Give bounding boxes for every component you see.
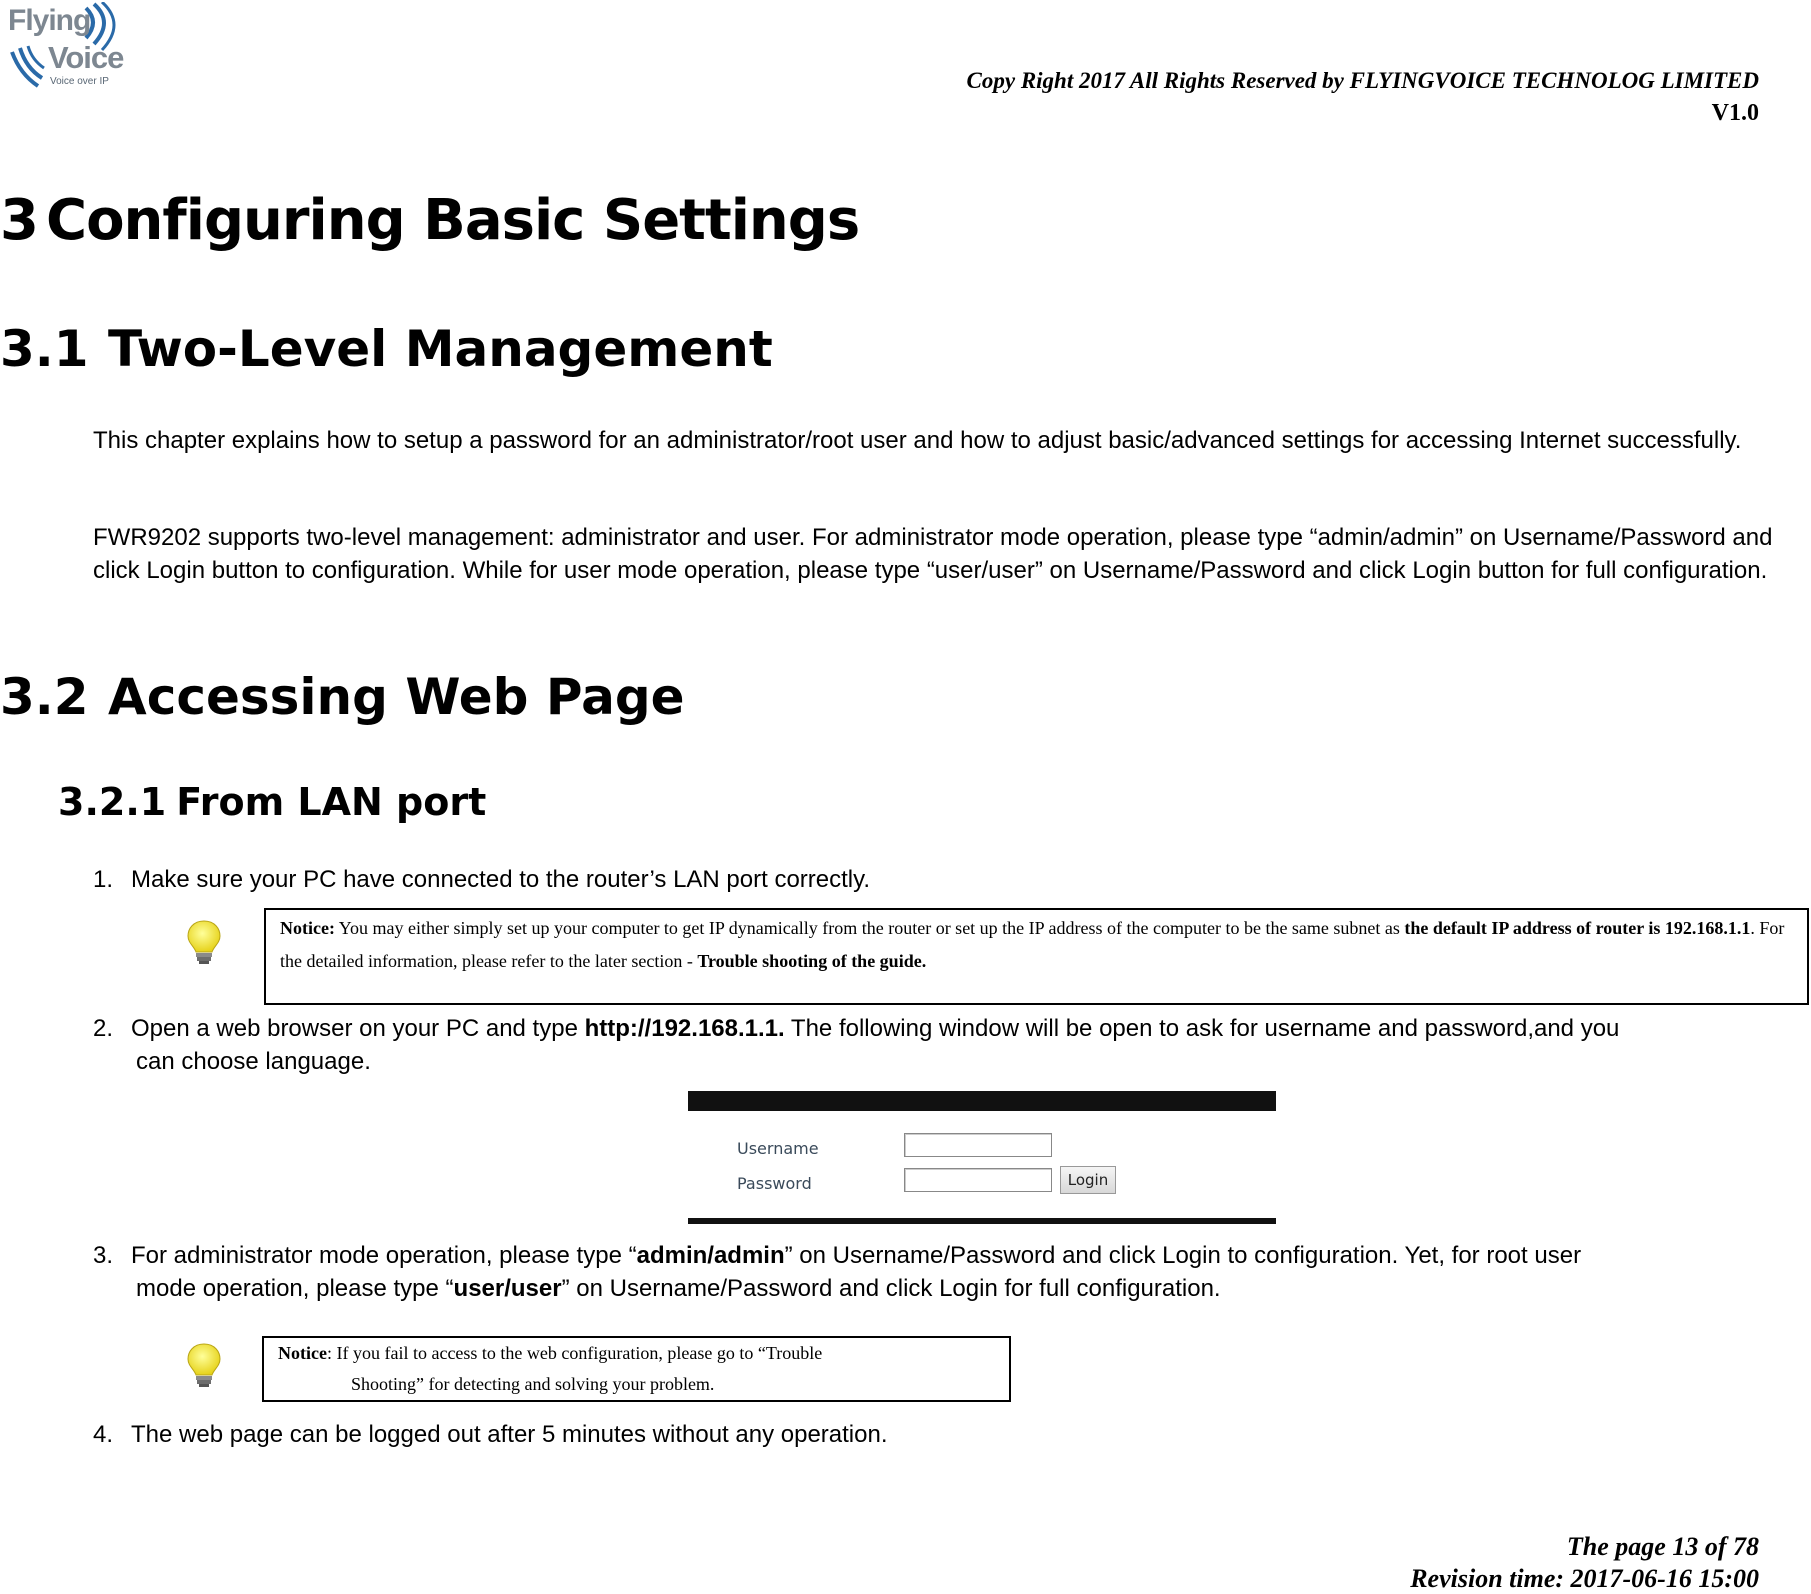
user-credentials: user/user <box>453 1275 562 1302</box>
admin-credentials: admin/admin <box>636 1242 785 1269</box>
lightbulb-icon <box>184 1341 224 1389</box>
chapter-number: 3 <box>0 188 38 253</box>
notice-default-ip: the default IP address of router is 192.168.1.1 <box>1404 918 1751 938</box>
notice-box-ip <box>264 908 1809 1005</box>
step-text: Open a web browser on your PC and type <box>131 1015 585 1042</box>
logo-tagline: Voice over IP <box>50 76 109 87</box>
chapter-heading <box>0 188 859 253</box>
step-3 <box>93 1239 1811 1305</box>
step-text-wrap <box>93 1272 1811 1305</box>
step-number: 1. <box>93 866 114 893</box>
login-footer-bar <box>688 1218 1276 1224</box>
section-number: 3.1 <box>0 320 89 378</box>
notice-trouble-ref: Trouble shooting of the guide. <box>697 951 927 971</box>
login-header-bar <box>688 1091 1276 1111</box>
step-1 <box>93 863 1811 896</box>
copyright-notice: Copy Right 2017 All Rights Reserved by FLYINGVOICE TECHNOLOG LIMITED <box>966 68 1759 93</box>
notice-label: Notice: <box>280 918 335 938</box>
router-url: http://192.168.1.1. <box>584 1015 785 1042</box>
notice-text: You may either simply set up your computer to get IP dynamically from the router or set up the IP address of the computer to be the same subnet as <box>334 918 1405 938</box>
lightbulb-icon <box>184 918 224 966</box>
subsection-number: 3.2.1 <box>58 780 167 824</box>
flyingvoice-logo <box>8 2 124 94</box>
two-level-paragraph: FWR9202 supports two-level management: administrator and user. For administrator mode operation, please type “admin/admin” on Username/Password and click Login button to configuration. While for user mode operation, please type “user/user” on Username/Password and click Login button for full configuration. <box>93 524 1773 584</box>
login-panel-screenshot <box>688 1091 1276 1224</box>
username-label: Username <box>737 1139 819 1158</box>
section-heading-3-2 <box>0 668 685 726</box>
notice-box-trouble <box>262 1336 1011 1402</box>
section-heading-3-1 <box>0 320 773 378</box>
logo-word-flying: Flying <box>8 4 91 37</box>
section-number: 3.2 <box>0 668 89 726</box>
step-text-wrap-a: mode operation, please type “ <box>136 1275 454 1302</box>
step-2 <box>93 1012 1811 1078</box>
step-text-wrap-b: ” on Username/Password and click Login for full configuration. <box>561 1275 1221 1302</box>
step-number: 3. <box>93 1242 114 1269</box>
page-number: The page 13 of 78 <box>1566 1532 1759 1561</box>
step-text-cont: ” on Username/Password and click Login to configuration. Yet, for root user <box>784 1242 1582 1269</box>
notice-label: Notice <box>278 1343 327 1363</box>
document-version: V1.0 <box>1711 100 1759 126</box>
step-number: 2. <box>93 1015 114 1042</box>
notice-text: : If you fail to access to the web configuration, please go to “Trouble <box>326 1343 823 1363</box>
step-4 <box>93 1418 1811 1451</box>
chapter-title: Configuring Basic Settings <box>45 188 860 253</box>
intro-paragraph: This chapter explains how to setup a password for an administrator/root user and how to adjust basic/advanced settings for accessing Internet successfully. <box>93 427 1742 454</box>
password-input[interactable] <box>904 1168 1052 1192</box>
revision-time: Revision time: 2017-06-16 15:00 <box>1410 1564 1759 1593</box>
subsection-title: From LAN port <box>176 780 487 824</box>
password-label: Password <box>737 1174 812 1193</box>
step-number: 4. <box>93 1421 114 1448</box>
section-title: Accessing Web Page <box>108 668 685 726</box>
step-text: For administrator mode operation, please type “ <box>131 1242 637 1269</box>
section-title: Two-Level Management <box>108 320 773 378</box>
step-text: Make sure your PC have connected to the router’s LAN port correctly. <box>131 866 871 893</box>
subsection-heading-3-2-1 <box>58 780 486 824</box>
logo-word-voice: Voice <box>48 40 124 75</box>
step-text-cont: The following window will be open to ask for username and password,and you <box>784 1015 1620 1042</box>
notice-text-cont: . For the detailed information, please refer to the later section - <box>280 918 1785 971</box>
notice-text-cont: Shooting” for detecting and solving your problem. <box>351 1374 715 1394</box>
username-input[interactable] <box>904 1133 1052 1157</box>
step-text: The web page can be logged out after 5 minutes without any operation. <box>131 1421 888 1448</box>
step-text-wrap: can choose language. <box>136 1048 371 1075</box>
login-button[interactable]: Login <box>1060 1166 1116 1194</box>
